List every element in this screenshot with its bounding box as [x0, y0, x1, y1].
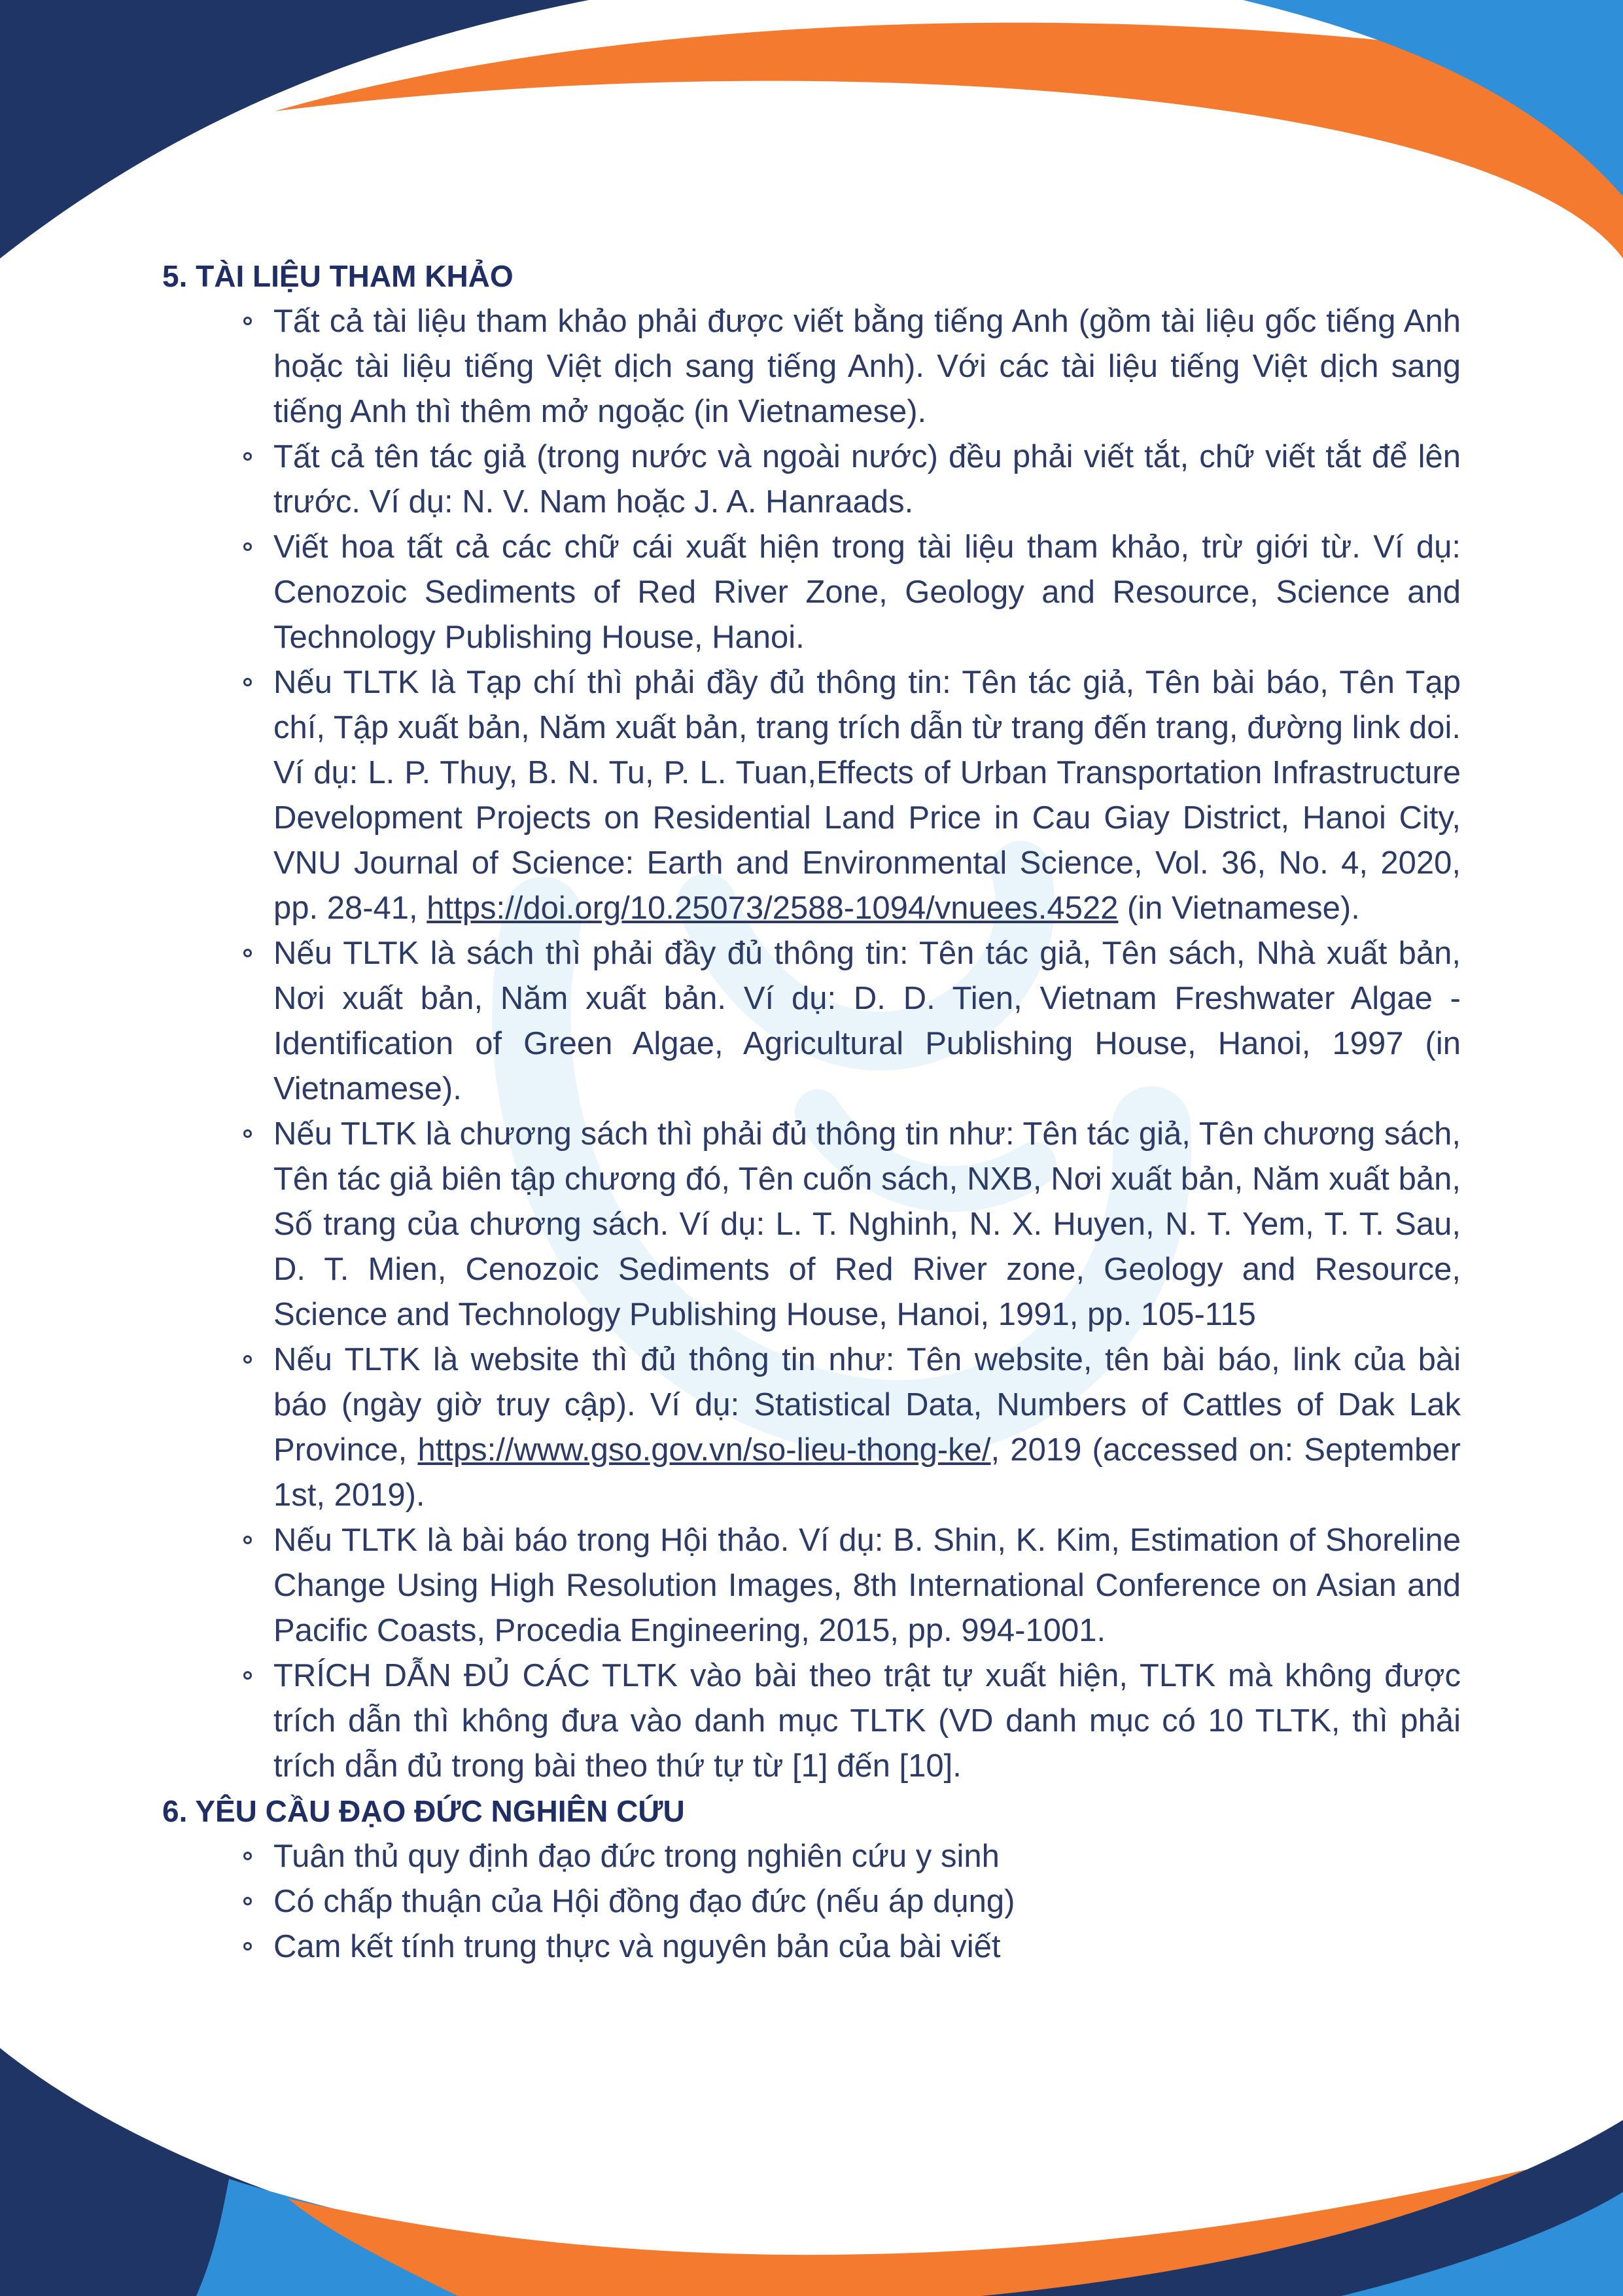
list-item: [273, 931, 1461, 1112]
bullet-list: [162, 1834, 1461, 1969]
list-item: [273, 1924, 1461, 1969]
item-text: Nếu TLTK là bài báo trong Hội thảo. Ví dụ: B. Shin, K. Kim, Estimation of Shoreline Change Using High Resolution Images, 8th International Conference on Asian and Pacific Coasts, Procedia Engineering, 2015, pp. 994-1001.: [273, 1523, 1461, 1648]
document-body: [162, 254, 1461, 1969]
list-item: [273, 299, 1461, 434]
item-text: , 2019 (accessed on: September 1st, 2019).: [273, 1432, 1461, 1513]
top-orange-swoosh: [275, 23, 1623, 258]
top-left-navy-swoosh: [0, 0, 589, 258]
item-text: Có chấp thuận của Hội đồng đạo đức (nếu áp dụng): [273, 1884, 1015, 1919]
reference-link[interactable]: https://doi.org/10.25073/2588-1094/vnuees.4522: [427, 891, 1119, 926]
item-text: (in Vietnamese).: [1118, 891, 1360, 926]
item-text: Nếu TLTK là sách thì phải đầy đủ thông tin: Tên tác giả, Tên sách, Nhà xuất bản, Nơi xuất bản, Năm xuất bản. Ví dụ: D. D. Tien, Vietnam Freshwater Algae - Identification of Green Algae, Agricultural Publishing House, Hanoi, 1997 (in Vietnamese).: [273, 936, 1461, 1106]
list-item: [273, 1879, 1461, 1924]
list-item: [273, 434, 1461, 525]
item-text: Tất cả tên tác giả (trong nước và ngoài nước) đều phải viết tắt, chữ viết tắt để lên trước. Ví dụ: N. V. Nam hoặc J. A. Hanraads.: [273, 439, 1461, 520]
bullet-list: [162, 299, 1461, 1789]
section-title: 5. TÀI LIỆU THAM KHẢO: [162, 259, 514, 293]
list-item: [273, 1653, 1461, 1789]
item-text: Nếu TLTK là website thì đủ thông tin như: Tên website, tên bài báo, link của bài báo (ngày giờ truy cập). Ví dụ: Statistical Data, Numbers of Cattles of Dak Lak Province,: [273, 1342, 1461, 1468]
section-title: 6. YÊU CẦU ĐẠO ĐỨC NGHIÊN CỨU: [162, 1794, 685, 1828]
item-text: Viết hoa tất cả các chữ cái xuất hiện trong tài liệu tham khảo, trừ giới từ. Ví dụ: Cenozoic Sediments of Red River Zone, Geology and Resource, Science and Technology Publishing House, Hanoi.: [273, 529, 1461, 655]
list-item: [273, 1834, 1461, 1879]
list-item: [273, 1337, 1461, 1518]
sections-container: [162, 254, 1461, 1969]
item-text: Cam kết tính trung thực và nguyên bản của bài viết: [273, 1929, 1001, 1964]
item-text: Tất cả tài liệu tham khảo phải được viết bằng tiếng Anh (gồm tài liệu gốc tiếng Anh hoặc tài liệu tiếng Việt dịch sang tiếng Anh). Với các tài liệu tiếng Việt dịch sang tiếng Anh thì thêm mở ngoặc (in Vietnamese).: [273, 304, 1461, 429]
list-item: [273, 1518, 1461, 1653]
list-item: [273, 1112, 1461, 1337]
reference-link[interactable]: https://www.gso.gov.vn/so-lieu-thong-ke/: [417, 1432, 991, 1468]
list-item: [273, 525, 1461, 660]
item-text: Nếu TLTK là Tạp chí thì phải đầy đủ thông tin: Tên tác giả, Tên bài báo, Tên Tạp chí, Tập xuất bản, Năm xuất bản, trang trích dẫn từ trang đến trang, đường link doi. Ví dụ: L. P. Thuy, B. N. Tu, P. L. Tuan,Effects of Urban Transportation Infrastructure Development Projects on Residential Land Price in Cau Giay District, Hanoi City, VNU Journal of Science: Earth and Environmental Science, Vol. 36, No. 4, 2020, pp. 28-41,: [273, 665, 1461, 926]
item-text: Nếu TLTK là chương sách thì phải đủ thông tin như: Tên tác giả, Tên chương sách, Tên tác giả biên tập chương đó, Tên cuốn sách, NXB, Nơi xuất bản, Năm xuất bản, Số trang của chương sách. Ví dụ: L. T. Nghinh, N. X. Huyen, N. T. Yem, T. T. Sau, D. T. Mien, Cenozoic Sediments of Red River zone, Geology and Resource, Science and Technology Publishing House, Hanoi, 1991, pp. 105-115: [273, 1116, 1461, 1332]
item-text: TRÍCH DẪN ĐỦ CÁC TLTK vào bài theo trật tự xuất hiện, TLTK mà không được trích dẫn thì không đưa vào danh mục TLTK (VD danh mục có 10 TLTK, thì phải trích dẫn đủ trong bài theo thứ tự từ [1] đến [10].: [273, 1658, 1461, 1784]
item-text: Tuân thủ quy định đạo đức trong nghiên cứu y sinh: [273, 1839, 1000, 1874]
list-item: [273, 660, 1461, 931]
